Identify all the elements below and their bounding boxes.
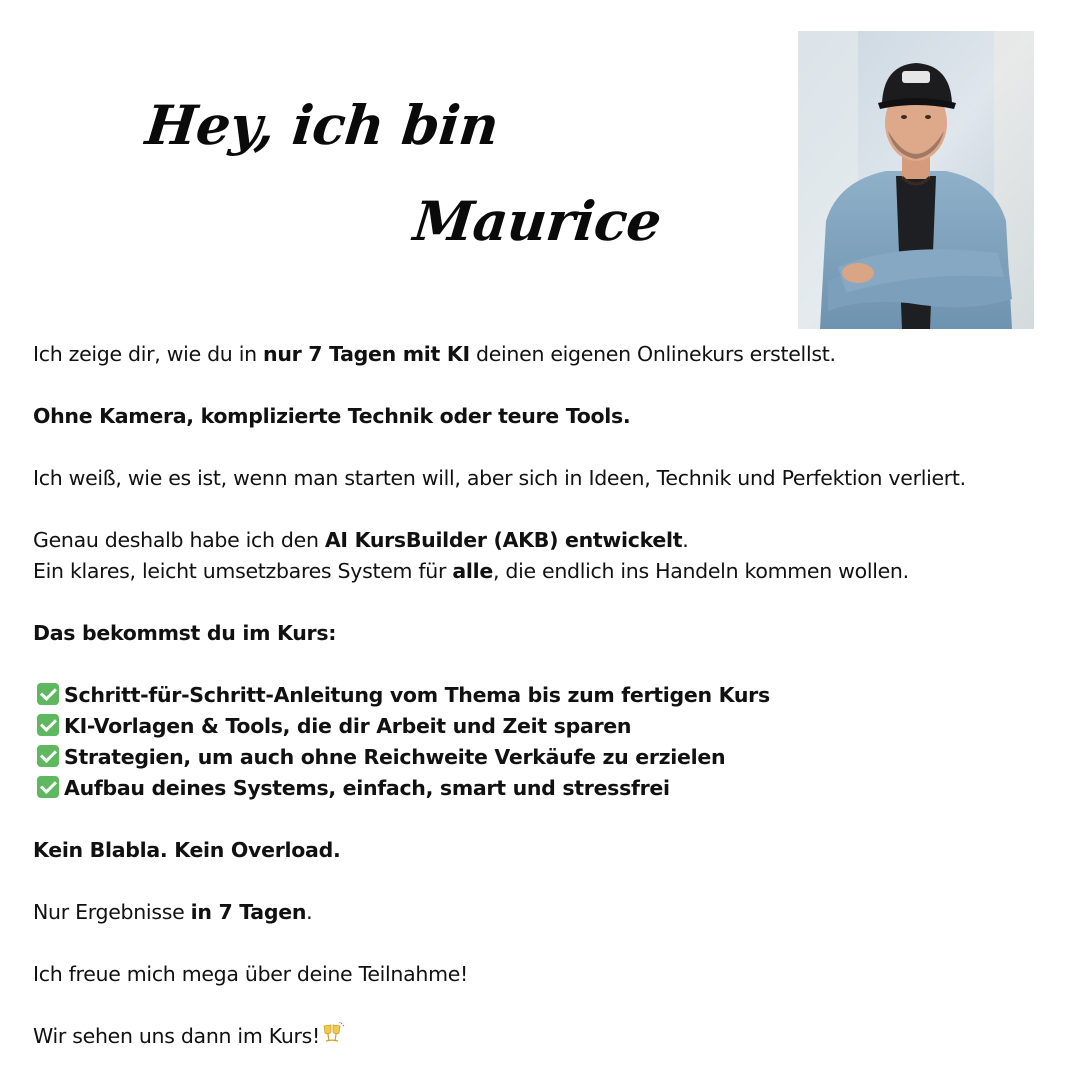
- benefit-text: Aufbau deines Systems, einfach, smart und stressfrei: [64, 776, 670, 800]
- check-mark-icon: [37, 776, 59, 798]
- clinking-glasses-icon: [321, 1022, 345, 1053]
- intro-paragraph: [33, 339, 1043, 370]
- body-copy: [33, 339, 1043, 1053]
- product-paragraph: [33, 525, 1043, 556]
- results-highlight: in 7 Tagen: [190, 900, 307, 924]
- benefit-item: [33, 680, 1043, 711]
- benefit-text: Schritt-für-Schritt-Anleitung vom Thema bis zum fertigen Kurs: [64, 683, 770, 707]
- intro-highlight: nur 7 Tagen mit KI: [263, 342, 470, 366]
- system-text-start: Ein klares, leicht umsetzbares System für: [33, 559, 453, 583]
- results-text-end: .: [306, 900, 313, 924]
- intro-text-start: Ich zeige dir, wie du in: [33, 342, 264, 366]
- product-text-start: Genau deshalb habe ich den: [33, 528, 325, 552]
- portrait-photo: [798, 31, 1034, 329]
- struggle-paragraph: Ich weiß, wie es ist, wenn man starten will, aber sich in Ideen, Technik und Perfektion verliert.: [33, 466, 966, 490]
- no-blabla-statement: Kein Blabla. Kein Overload.: [33, 838, 341, 862]
- looking-forward-paragraph: Ich freue mich mega über deine Teilnahme!: [33, 962, 468, 986]
- benefit-text: Strategien, um auch ohne Reichweite Verkäufe zu erzielen: [64, 745, 726, 769]
- no-tech-statement: Ohne Kamera, komplizierte Technik oder teure Tools.: [33, 404, 631, 428]
- benefits-heading: Das bekommst du im Kurs:: [33, 621, 337, 645]
- results-text-start: Nur Ergebnisse: [33, 900, 191, 924]
- check-mark-icon: [37, 683, 59, 705]
- intro-text-end: deinen eigenen Onlinekurs erstellst.: [469, 342, 836, 366]
- closing-text: Wir sehen uns dann im Kurs!: [33, 1024, 320, 1048]
- benefit-text: KI-Vorlagen & Tools, die dir Arbeit und Zeit sparen: [64, 714, 632, 738]
- headline-name: Maurice: [410, 189, 665, 253]
- system-text-end: , die endlich ins Handeln kommen wollen.: [492, 559, 909, 583]
- closing-paragraph: [33, 1021, 1043, 1053]
- benefit-item: [33, 742, 1043, 773]
- product-name: AI KursBuilder (AKB) entwickelt: [324, 528, 683, 552]
- system-highlight: alle: [452, 559, 493, 583]
- results-paragraph: [33, 897, 1043, 928]
- benefit-item: [33, 711, 1043, 742]
- check-mark-icon: [37, 714, 59, 736]
- headline-greeting: Hey, ich bin: [142, 93, 502, 157]
- system-paragraph: [33, 556, 1043, 587]
- benefit-item: [33, 773, 1043, 804]
- product-text-end: .: [682, 528, 689, 552]
- check-mark-icon: [37, 745, 59, 767]
